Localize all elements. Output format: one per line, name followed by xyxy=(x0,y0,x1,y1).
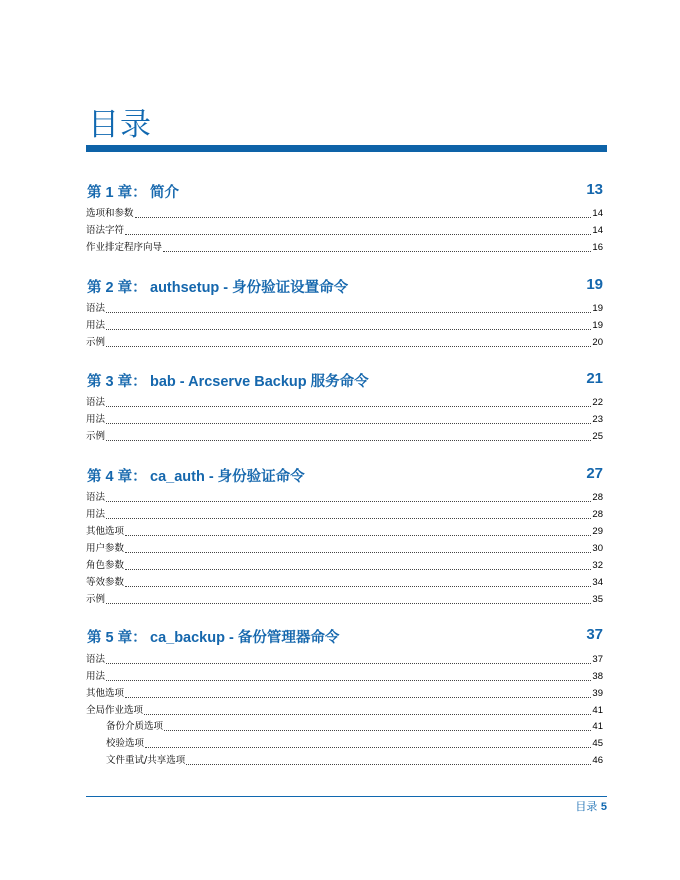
entry-label: 用法 xyxy=(86,671,106,682)
entry-page: 14 xyxy=(592,225,603,236)
entry-label: 校验选项 xyxy=(106,738,145,749)
entry-label: 语法 xyxy=(86,654,106,665)
dot-leader xyxy=(106,500,591,502)
entry-page: 19 xyxy=(592,320,603,331)
page-footer xyxy=(575,798,607,814)
dot-leader xyxy=(144,713,591,715)
dot-leader xyxy=(135,216,592,218)
toc-entry[interactable] xyxy=(86,523,603,538)
entry-page: 34 xyxy=(592,577,603,588)
chapter-page: 27 xyxy=(586,465,603,482)
toc-chapter-2[interactable] xyxy=(86,276,603,296)
entry-label: 用法 xyxy=(86,320,106,331)
toc-entry[interactable] xyxy=(86,591,603,606)
chapter-page: 37 xyxy=(586,626,603,643)
footer-label: 目录 xyxy=(575,800,598,813)
entry-label: 选项和参数 xyxy=(86,208,134,219)
toc-entry[interactable] xyxy=(86,411,603,426)
chapter-title: ca_auth - 身份验证命令 xyxy=(150,469,305,485)
entry-label: 等效参数 xyxy=(86,577,125,588)
toc-entry[interactable] xyxy=(86,668,603,683)
entry-page: 28 xyxy=(592,492,603,503)
dot-leader xyxy=(125,534,591,536)
toc-entry[interactable] xyxy=(86,239,603,254)
entry-page: 28 xyxy=(592,509,603,520)
dot-leader xyxy=(125,233,591,235)
dot-leader xyxy=(106,602,591,604)
chapter-page: 13 xyxy=(586,181,603,198)
entry-page: 32 xyxy=(592,560,603,571)
chapter-label: 第 3 章： xyxy=(87,374,147,390)
chapter-title: 简介 xyxy=(150,185,179,201)
dot-leader xyxy=(125,696,591,698)
entry-label: 全局作业选项 xyxy=(86,705,144,716)
dot-leader xyxy=(106,662,591,664)
entry-label: 语法 xyxy=(86,397,106,408)
entry-label: 备份介质选项 xyxy=(106,721,164,732)
toc-entry[interactable] xyxy=(86,574,603,589)
entry-label: 示例 xyxy=(86,594,106,605)
toc-entry[interactable] xyxy=(86,506,603,521)
toc-entry[interactable] xyxy=(86,394,603,409)
entry-page: 30 xyxy=(592,543,603,554)
toc-entry[interactable] xyxy=(86,651,603,666)
entry-page: 16 xyxy=(592,242,603,253)
toc-entry[interactable] xyxy=(86,205,603,220)
entry-label: 语法 xyxy=(86,492,106,503)
entry-page: 25 xyxy=(592,431,603,442)
toc-entry[interactable] xyxy=(86,489,603,504)
footer-divider xyxy=(86,796,607,797)
entry-label: 角色参数 xyxy=(86,560,125,571)
entry-label: 用法 xyxy=(86,509,106,520)
toc-entry[interactable] xyxy=(86,557,603,572)
dot-leader xyxy=(163,250,591,252)
toc-entry[interactable] xyxy=(86,334,603,349)
chapter-page: 19 xyxy=(586,276,603,293)
toc-entry[interactable] xyxy=(86,300,603,315)
dot-leader xyxy=(186,763,591,765)
dot-leader xyxy=(106,517,591,519)
dot-leader xyxy=(125,568,591,570)
toc-chapter-5[interactable] xyxy=(86,626,603,646)
entry-label: 文件重试/共享选项 xyxy=(106,755,186,766)
toc-chapter-3[interactable] xyxy=(86,370,603,390)
entry-page: 41 xyxy=(592,705,603,716)
dot-leader xyxy=(106,328,591,330)
entry-label: 作业排定程序向导 xyxy=(86,242,163,253)
dot-leader xyxy=(106,345,591,347)
entry-page: 37 xyxy=(592,654,603,665)
entry-page: 41 xyxy=(592,721,603,732)
toc-entry[interactable] xyxy=(86,317,603,332)
toc-chapter-4[interactable] xyxy=(86,465,603,485)
chapter-title: bab - Arcserve Backup 服务命令 xyxy=(150,374,369,390)
toc-entry[interactable] xyxy=(86,702,603,717)
entry-page: 46 xyxy=(592,755,603,766)
entry-page: 14 xyxy=(592,208,603,219)
entry-page: 20 xyxy=(592,337,603,348)
chapter-page: 21 xyxy=(586,370,603,387)
toc-chapter-1[interactable] xyxy=(86,181,603,201)
toc-subentry[interactable] xyxy=(106,752,603,767)
dot-leader xyxy=(125,585,591,587)
toc-subentry[interactable] xyxy=(106,735,603,750)
toc-entry[interactable] xyxy=(86,428,603,443)
entry-page: 38 xyxy=(592,671,603,682)
dot-leader xyxy=(164,729,591,731)
entry-label: 语法字符 xyxy=(86,225,125,236)
entry-page: 45 xyxy=(592,738,603,749)
entry-page: 35 xyxy=(592,594,603,605)
chapter-label: 第 5 章： xyxy=(87,630,147,646)
dot-leader xyxy=(145,746,591,748)
page-number: 5 xyxy=(600,801,607,813)
chapter-label: 第 4 章： xyxy=(87,469,147,485)
dot-leader xyxy=(125,551,591,553)
dot-leader xyxy=(106,405,591,407)
entry-label: 示例 xyxy=(86,337,106,348)
entry-page: 29 xyxy=(592,526,603,537)
entry-page: 23 xyxy=(592,414,603,425)
entry-label: 其他选项 xyxy=(86,688,125,699)
chapter-title: ca_backup - 备份管理器命令 xyxy=(150,630,340,646)
title-divider xyxy=(86,145,607,152)
entry-page: 39 xyxy=(592,688,603,699)
entry-label: 语法 xyxy=(86,303,106,314)
dot-leader xyxy=(106,679,591,681)
toc-entry[interactable] xyxy=(86,685,603,700)
entry-label: 用户参数 xyxy=(86,543,125,554)
entry-page: 22 xyxy=(592,397,603,408)
chapter-title: authsetup - 身份验证设置命令 xyxy=(150,280,349,296)
toc-entry[interactable] xyxy=(86,222,603,237)
entry-page: 19 xyxy=(592,303,603,314)
chapter-label: 第 2 章： xyxy=(87,280,147,296)
entry-label: 用法 xyxy=(86,414,106,425)
toc-subentry[interactable] xyxy=(106,718,603,733)
entry-label: 示例 xyxy=(86,431,106,442)
toc-entry[interactable] xyxy=(86,540,603,555)
dot-leader xyxy=(106,439,591,441)
dot-leader xyxy=(106,422,591,424)
chapter-label: 第 1 章： xyxy=(87,185,147,201)
entry-label: 其他选项 xyxy=(86,526,125,537)
dot-leader xyxy=(106,311,591,313)
page-title: 目录 xyxy=(88,107,152,143)
